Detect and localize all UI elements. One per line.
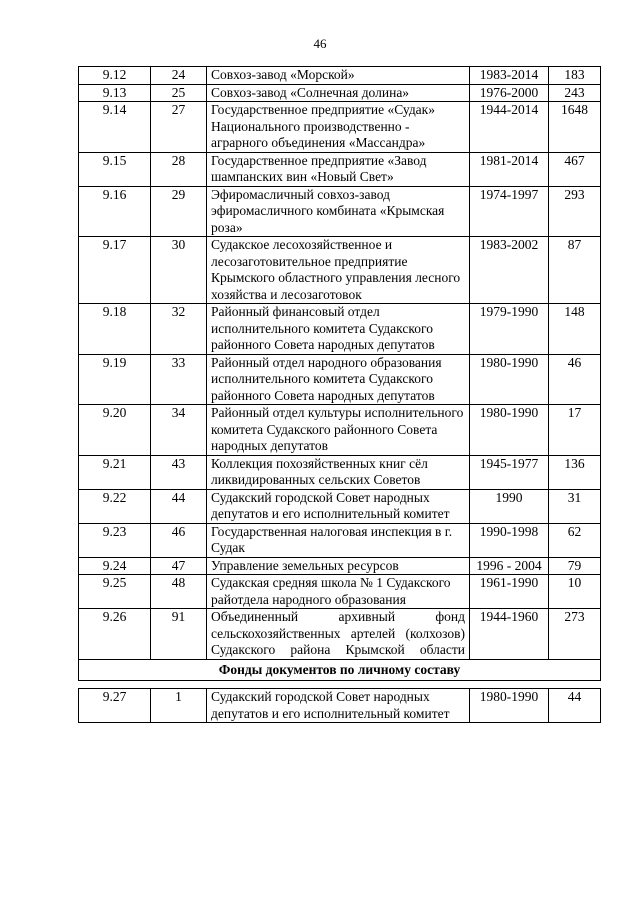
fund-name-cell: Управление земельных ресурсов (207, 557, 470, 575)
row-number-cell: 9.15 (79, 152, 151, 186)
file-count-cell: 44 (549, 689, 601, 723)
file-count-cell: 148 (549, 304, 601, 355)
fund-name-cell: Коллекция похозяйственных книг сёл ликвидированных сельских Советов (207, 455, 470, 489)
file-count-cell: 10 (549, 575, 601, 609)
row-number-cell: 9.19 (79, 354, 151, 405)
date-range-cell: 1990 (470, 489, 549, 523)
fund-number-cell: 33 (151, 354, 207, 405)
fund-number-cell: 91 (151, 609, 207, 660)
date-range-cell: 1976-2000 (470, 84, 549, 102)
fund-name-cell: Районный отдел народного образования исполнительного комитета Судакского районного Совета народных депутатов (207, 354, 470, 405)
file-count-cell: 1648 (549, 102, 601, 153)
fund-number-cell: 48 (151, 575, 207, 609)
fund-name-cell: Эфиромасличный совхоз-завод эфиромасличного комбината «Крымская роза» (207, 186, 470, 237)
fund-registry-table (78, 66, 601, 723)
row-number-cell: 9.20 (79, 405, 151, 456)
section-heading-row (79, 659, 601, 681)
fund-number-cell: 32 (151, 304, 207, 355)
fund-number-cell: 34 (151, 405, 207, 456)
row-number-cell: 9.23 (79, 523, 151, 557)
registry-body (79, 67, 601, 723)
file-count-cell: 293 (549, 186, 601, 237)
row-number-cell: 9.21 (79, 455, 151, 489)
fund-name-cell: Государственное предприятие «Завод шампанских вин «Новый Свет» (207, 152, 470, 186)
table-row (79, 84, 601, 102)
fund-number-cell: 25 (151, 84, 207, 102)
file-count-cell: 87 (549, 237, 601, 304)
file-count-cell: 46 (549, 354, 601, 405)
fund-name-cell: Государственное предприятие «Судак» Национального производственно - аграрного объединения «Массандра» (207, 102, 470, 153)
row-number-cell: 9.17 (79, 237, 151, 304)
file-count-cell: 62 (549, 523, 601, 557)
table-row (79, 489, 601, 523)
table-row (79, 237, 601, 304)
fund-number-cell: 27 (151, 102, 207, 153)
table-row (79, 455, 601, 489)
date-range-cell: 1944-2014 (470, 102, 549, 153)
table-row (79, 405, 601, 456)
file-count-cell: 79 (549, 557, 601, 575)
row-number-cell: 9.12 (79, 67, 151, 85)
fund-name-cell: Объединенный архивный фонд сельскохозяйственных артелей (колхозов) Судакского района Крымской области (207, 609, 470, 660)
fund-name-cell: Районный отдел культуры исполнительного комитета Судакского районного Совета народных депутатов (207, 405, 470, 456)
file-count-cell: 31 (549, 489, 601, 523)
table-row (79, 609, 601, 660)
fund-name-cell: Государственная налоговая инспекция в г. Судак (207, 523, 470, 557)
row-number-cell: 9.24 (79, 557, 151, 575)
date-range-cell: 1945-1977 (470, 455, 549, 489)
section-gap (79, 681, 601, 689)
fund-number-cell: 1 (151, 689, 207, 723)
fund-number-cell: 28 (151, 152, 207, 186)
row-number-cell: 9.22 (79, 489, 151, 523)
date-range-cell: 1996 - 2004 (470, 557, 549, 575)
table-row (79, 152, 601, 186)
row-number-cell: 9.13 (79, 84, 151, 102)
file-count-cell: 17 (549, 405, 601, 456)
fund-name-cell: Совхоз-завод «Морской» (207, 67, 470, 85)
fund-number-cell: 43 (151, 455, 207, 489)
date-range-cell: 1981-2014 (470, 152, 549, 186)
date-range-cell: 1961-1990 (470, 575, 549, 609)
table-row (79, 354, 601, 405)
row-number-cell: 9.14 (79, 102, 151, 153)
row-number-cell: 9.27 (79, 689, 151, 723)
fund-name-cell: Судакская средняя школа № 1 Судакского райотдела народного образования (207, 575, 470, 609)
file-count-cell: 273 (549, 609, 601, 660)
row-number-cell: 9.25 (79, 575, 151, 609)
page-number: 46 (313, 36, 327, 51)
fund-name-cell: Совхоз-завод «Солнечная долина» (207, 84, 470, 102)
row-number-cell: 9.26 (79, 609, 151, 660)
table-row (79, 575, 601, 609)
table-row (79, 186, 601, 237)
file-count-cell: 467 (549, 152, 601, 186)
section-gap-cell (79, 681, 601, 689)
table-row (79, 689, 601, 723)
date-range-cell: 1983-2002 (470, 237, 549, 304)
table-row (79, 557, 601, 575)
table-row (79, 102, 601, 153)
date-range-cell: 1990-1998 (470, 523, 549, 557)
row-number-cell: 9.18 (79, 304, 151, 355)
fund-number-cell: 24 (151, 67, 207, 85)
file-count-cell: 183 (549, 67, 601, 85)
table-row (79, 67, 601, 85)
table-row (79, 304, 601, 355)
date-range-cell: 1979-1990 (470, 304, 549, 355)
date-range-cell: 1974-1997 (470, 186, 549, 237)
date-range-cell: 1944-1960 (470, 609, 549, 660)
fund-number-cell: 29 (151, 186, 207, 237)
fund-name-cell: Судакский городской Совет народных депутатов и его исполнительный комитет (207, 689, 470, 723)
file-count-cell: 243 (549, 84, 601, 102)
file-count-cell: 136 (549, 455, 601, 489)
section-heading: Фонды документов по личному составу (79, 659, 601, 681)
fund-number-cell: 44 (151, 489, 207, 523)
fund-name-cell: Судакское лесохозяйственное и лесозаготовительное предприятие Крымского областного управления лесного хозяйства и лесозаготовок (207, 237, 470, 304)
fund-number-cell: 47 (151, 557, 207, 575)
date-range-cell: 1980-1990 (470, 354, 549, 405)
fund-name-cell: Районный финансовый отдел исполнительного комитета Судакского районного Совета народных депутатов (207, 304, 470, 355)
date-range-cell: 1980-1990 (470, 405, 549, 456)
date-range-cell: 1980-1990 (470, 689, 549, 723)
table-row (79, 523, 601, 557)
fund-number-cell: 30 (151, 237, 207, 304)
date-range-cell: 1983-2014 (470, 67, 549, 85)
fund-number-cell: 46 (151, 523, 207, 557)
fund-name-cell: Судакский городской Совет народных депутатов и его исполнительный комитет (207, 489, 470, 523)
row-number-cell: 9.16 (79, 186, 151, 237)
